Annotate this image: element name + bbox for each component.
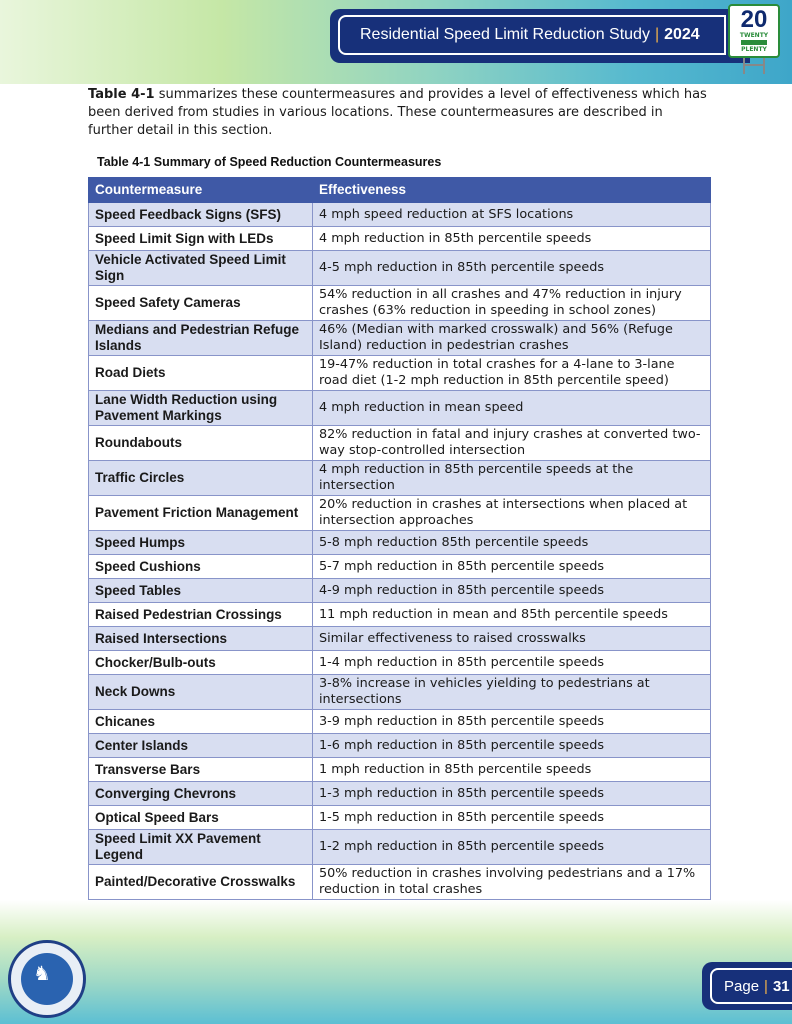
- table-row: [89, 627, 711, 651]
- effectiveness-cell: 3-8% increase in vehicles yielding to pedestrians at intersections: [313, 675, 711, 710]
- table-row: [89, 227, 711, 251]
- countermeasure-cell: Medians and Pedestrian Refuge Islands: [89, 321, 313, 356]
- effectiveness-cell: 4-9 mph reduction in 85th percentile speeds: [313, 579, 711, 603]
- effectiveness-cell: 46% (Median with marked crosswalk) and 56% (Refuge Island) reduction in pedestrian crashes: [313, 321, 711, 356]
- effectiveness-cell: 4 mph reduction in mean speed: [313, 391, 711, 426]
- effectiveness-cell: Similar effectiveness to raised crosswalks: [313, 627, 711, 651]
- countermeasure-cell: Speed Tables: [89, 579, 313, 603]
- effectiveness-cell: 1-2 mph reduction in 85th percentile speeds: [313, 830, 711, 865]
- twenty-is-plenty-logo-icon: [728, 4, 780, 58]
- countermeasure-cell: Neck Downs: [89, 675, 313, 710]
- countermeasure-cell: Speed Safety Cameras: [89, 286, 313, 321]
- countermeasures-table: [88, 177, 711, 900]
- countermeasure-cell: Speed Limit Sign with LEDs: [89, 227, 313, 251]
- effectiveness-cell: 5-8 mph reduction 85th percentile speeds: [313, 531, 711, 555]
- table-row: [89, 579, 711, 603]
- countermeasure-cell: Chicanes: [89, 710, 313, 734]
- logo-sign-post: [743, 58, 765, 74]
- countermeasure-cell: Traffic Circles: [89, 461, 313, 496]
- effectiveness-cell: 4 mph reduction in 85th percentile speeds at the intersection: [313, 461, 711, 496]
- table-header-row: [89, 178, 711, 203]
- page-label: Page: [724, 977, 760, 995]
- effectiveness-cell: 1-5 mph reduction in 85th percentile speeds: [313, 806, 711, 830]
- countermeasure-cell: Speed Limit XX Pavement Legend: [89, 830, 313, 865]
- table-row: [89, 321, 711, 356]
- countermeasure-cell: Pavement Friction Management: [89, 496, 313, 531]
- effectiveness-cell: 11 mph reduction in mean and 85th percentile speeds: [313, 603, 711, 627]
- header-title: [338, 15, 726, 55]
- table-row: [89, 356, 711, 391]
- table-row: [89, 426, 711, 461]
- logo-number: 20: [740, 6, 768, 33]
- column-header-effectiveness: Effectiveness: [313, 178, 711, 203]
- page-number: [710, 968, 792, 1004]
- countermeasure-cell: Vehicle Activated Speed Limit Sign: [89, 251, 313, 286]
- countermeasure-cell: Transverse Bars: [89, 758, 313, 782]
- table-row: [89, 806, 711, 830]
- countermeasure-cell: Center Islands: [89, 734, 313, 758]
- countermeasure-cell: Speed Cushions: [89, 555, 313, 579]
- table-row: [89, 782, 711, 806]
- logo-word-top: TWENTY: [739, 32, 769, 39]
- footer-band: [0, 900, 792, 1024]
- countermeasure-cell: Raised Pedestrian Crossings: [89, 603, 313, 627]
- title-separator: |: [654, 26, 660, 43]
- table-row: [89, 830, 711, 865]
- table-row: [89, 391, 711, 426]
- intro-text: summarizes these countermeasures and provides a level of effectiveness which has been derived from studies in various locations. These countermeasures are described in further detail in this section.: [88, 87, 707, 138]
- table-row: [89, 555, 711, 579]
- table-row: [89, 651, 711, 675]
- countermeasure-cell: Chocker/Bulb-outs: [89, 651, 313, 675]
- effectiveness-cell: 50% reduction in crashes involving pedestrians and a 17% reduction in total crashes: [313, 865, 711, 900]
- effectiveness-cell: 3-9 mph reduction in 85th percentile speeds: [313, 710, 711, 734]
- countermeasure-cell: Lane Width Reduction using Pavement Markings: [89, 391, 313, 426]
- effectiveness-cell: 19-47% reduction in total crashes for a 4-lane to 3-lane road diet (1-2 mph reduction in 85th percentile speed): [313, 356, 711, 391]
- countermeasure-cell: Converging Chevrons: [89, 782, 313, 806]
- countermeasure-cell: Raised Intersections: [89, 627, 313, 651]
- table-row: [89, 251, 711, 286]
- table-body: [89, 203, 711, 900]
- city-seal-icon: [8, 940, 86, 1018]
- countermeasure-cell: Optical Speed Bars: [89, 806, 313, 830]
- document-year: 2024: [664, 26, 700, 43]
- countermeasure-cell: Speed Feedback Signs (SFS): [89, 203, 313, 227]
- countermeasure-cell: Roundabouts: [89, 426, 313, 461]
- table-row: [89, 865, 711, 900]
- page-number-value: 31: [772, 977, 790, 995]
- table-row: [89, 710, 711, 734]
- countermeasure-cell: Speed Humps: [89, 531, 313, 555]
- intro-table-reference: Table 4-1: [88, 87, 155, 102]
- intro-paragraph: [88, 86, 708, 140]
- effectiveness-cell: 1-6 mph reduction in 85th percentile speeds: [313, 734, 711, 758]
- table-row: [89, 203, 711, 227]
- column-header-countermeasure: Countermeasure: [89, 178, 313, 203]
- table-row: [89, 531, 711, 555]
- table-caption: Table 4-1 Summary of Speed Reduction Countermeasures: [97, 155, 442, 169]
- effectiveness-cell: 54% reduction in all crashes and 47% reduction in injury crashes (63% reduction in speeding in school zones): [313, 286, 711, 321]
- table-row: [89, 496, 711, 531]
- effectiveness-cell: 4 mph speed reduction at SFS locations: [313, 203, 711, 227]
- logo-word-bottom: PLENTY: [741, 46, 767, 53]
- effectiveness-cell: 1 mph reduction in 85th percentile speeds: [313, 758, 711, 782]
- logo-divider: [741, 40, 767, 45]
- effectiveness-cell: 5-7 mph reduction in 85th percentile speeds: [313, 555, 711, 579]
- countermeasure-cell: Road Diets: [89, 356, 313, 391]
- effectiveness-cell: 82% reduction in fatal and injury crashes at converted two-way stop-controlled intersection: [313, 426, 711, 461]
- effectiveness-cell: 1-3 mph reduction in 85th percentile speeds: [313, 782, 711, 806]
- table-row: [89, 286, 711, 321]
- table-row: [89, 758, 711, 782]
- table-row: [89, 461, 711, 496]
- table-row: [89, 675, 711, 710]
- table-row: [89, 734, 711, 758]
- seal-horse-icon: ♞: [33, 961, 51, 985]
- table-row: [89, 603, 711, 627]
- document-title: Residential Speed Limit Reduction Study: [360, 26, 650, 43]
- effectiveness-cell: 4-5 mph reduction in 85th percentile speeds: [313, 251, 711, 286]
- effectiveness-cell: 20% reduction in crashes at intersections when placed at intersection approaches: [313, 496, 711, 531]
- effectiveness-cell: 4 mph reduction in 85th percentile speeds: [313, 227, 711, 251]
- page-separator: |: [764, 977, 768, 995]
- effectiveness-cell: 1-4 mph reduction in 85th percentile speeds: [313, 651, 711, 675]
- countermeasure-cell: Painted/Decorative Crosswalks: [89, 865, 313, 900]
